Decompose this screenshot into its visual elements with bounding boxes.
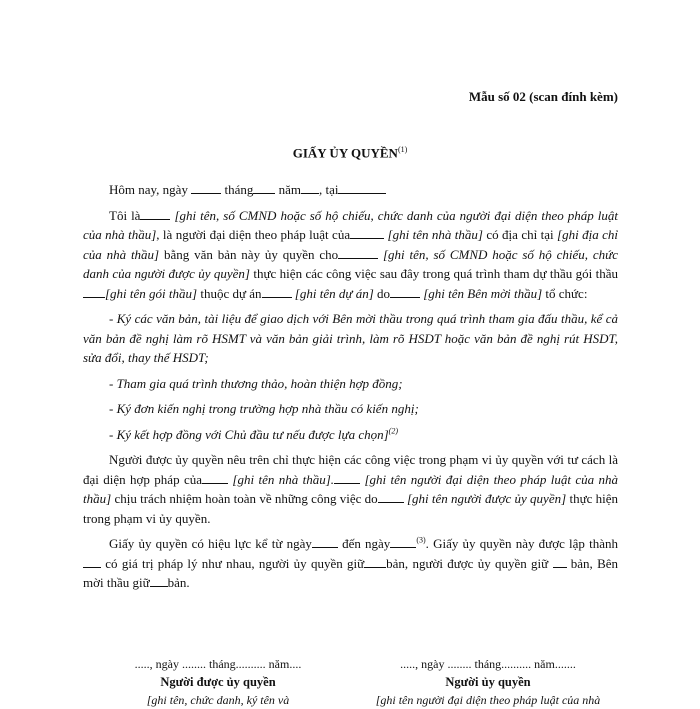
date-place-paragraph xyxy=(83,180,618,200)
year-blank xyxy=(301,182,319,194)
p2-l: [ghi tên dự án] xyxy=(294,285,374,301)
bullet-item xyxy=(83,425,618,445)
p4-b: đến ngày xyxy=(342,536,391,551)
blank xyxy=(312,536,338,548)
p2-n: [ghi tên Bên mời thầu] xyxy=(423,285,543,301)
form-number: Mẫu số 02 (scan đính kèm) xyxy=(468,89,618,104)
blank xyxy=(378,491,404,503)
footnote-mark: (2) xyxy=(388,426,398,436)
year-text: năm xyxy=(278,182,301,197)
p4-f: bản, Bên mời thầu giữ xyxy=(83,555,619,590)
p2-a: Tôi là xyxy=(109,207,141,223)
p2-o: tổ chức: xyxy=(545,285,588,301)
blank xyxy=(553,556,567,568)
p4-d: có giá trị pháp lý như nhau, người ủy quyền giữ xyxy=(105,555,365,571)
blank xyxy=(140,208,170,220)
p2-f: [ghi địa chỉ của nhà thầu] xyxy=(83,227,618,262)
blank xyxy=(83,286,105,298)
p2-d: [ghi tên nhà thầu] xyxy=(387,227,483,242)
footnote-mark: (3) xyxy=(416,535,426,545)
p3-f: thực hiện trong phạm vi ủy quyền. xyxy=(83,491,619,526)
bullet-text: - Ký kết hợp đồng với Chủ đầu tư nếu được lựa chọn] xyxy=(109,426,389,442)
p2-c: , là người đại diện theo pháp luật của xyxy=(156,227,351,242)
blank xyxy=(338,247,378,259)
p4-a: Giấy ủy quyền có hiệu lực kể từ ngày xyxy=(109,536,312,551)
p2-m: do xyxy=(377,285,390,301)
place-blank xyxy=(338,182,386,194)
title-footnote-mark: (1) xyxy=(397,145,408,154)
signature-block-authorized xyxy=(88,655,348,709)
p3-b: [ghi tên nhà thầu]. xyxy=(232,471,335,487)
day-blank xyxy=(191,182,221,194)
p2-b: [ghi tên, số CMND hoặc số hộ chiếu, chức danh của người đại diện theo pháp luật của nhà thầu] xyxy=(83,207,618,242)
p3-e: [ghi tên người được ủy quyền] xyxy=(406,491,567,506)
blank xyxy=(262,286,292,298)
blank xyxy=(334,472,360,484)
p2-k: thuộc dự án xyxy=(200,285,262,301)
bullet-item: - Ký các văn bản, tài liệu để giao dịch với Bên mời thầu trong quá trình tham gia đấu thầu, kể cả văn bản đề nghị làm rõ HSMT và văn bản giải trình, làm rõ HSDT hoặc văn bản đề nghị rút HSDT, sửa đổi, thay thế HSDT; xyxy=(83,311,618,365)
scope-paragraph xyxy=(83,450,618,528)
document-title xyxy=(0,145,700,161)
month-text: tháng xyxy=(224,182,254,197)
p3-d: chịu trách nhiệm hoàn toàn về những công việc do xyxy=(114,491,378,506)
document-body xyxy=(83,180,618,599)
authorization-paragraph xyxy=(83,206,618,304)
p2-j: [ghi tên gói thầu] xyxy=(105,285,198,301)
validity-paragraph xyxy=(83,534,618,593)
title-text: GIẤY ỦY QUYỀN xyxy=(292,145,398,161)
p2-h: [ghi tên, số CMND hoặc số hộ chiếu, chức danh của người được ủy quyền] xyxy=(83,246,618,281)
p4-g: bản. xyxy=(167,575,190,590)
p4-c: . Giấy ủy quyền này được lập thành xyxy=(425,536,619,551)
blank xyxy=(202,472,228,484)
blank xyxy=(83,556,101,568)
blank xyxy=(350,227,384,239)
signature-note: [ghi tên người đại diện theo pháp luật của nhà xyxy=(375,693,601,707)
signature-role: Người ủy quyền xyxy=(445,675,531,689)
signature-date: ....., ngày ........ tháng.......... năm....... xyxy=(400,657,576,671)
p3-a: Người được ủy quyền nêu trên chỉ thực hiện các công việc trong phạm vi ủy quyền với tư cách là đại diện hợp pháp của xyxy=(83,452,618,487)
signature-date: ....., ngày ........ tháng.......... năm.... xyxy=(134,657,302,671)
place-text: , tại xyxy=(318,182,339,197)
signature-block-authorizer xyxy=(358,655,618,709)
bullet-item: - Ký đơn kiến nghị trong trường hợp nhà thầu có kiến nghị; xyxy=(109,401,419,416)
p2-e: có địa chỉ tại xyxy=(486,227,554,242)
month-blank xyxy=(253,182,275,194)
blank xyxy=(364,556,386,568)
p2-g: bằng văn bản này ủy quyền cho xyxy=(163,246,339,262)
signature-note: [ghi tên, chức danh, ký tên và xyxy=(146,693,290,707)
blank xyxy=(150,575,168,587)
blank xyxy=(390,536,416,548)
bullet-item: - Tham gia quá trình thương thảo, hoàn thiện hợp đồng; xyxy=(109,375,403,391)
date-text: Hôm nay, ngày xyxy=(109,182,188,197)
p3-c: [ghi tên người đại diện theo pháp luật của nhà thầu] xyxy=(83,471,618,506)
p4-e: bản, người được ủy quyền giữ xyxy=(386,555,549,571)
blank xyxy=(390,286,420,298)
signature-role: Người được ủy quyền xyxy=(160,675,276,689)
p2-i: thực hiện các công việc sau đây trong quá trình tham dự thầu gói thầu xyxy=(253,266,619,281)
